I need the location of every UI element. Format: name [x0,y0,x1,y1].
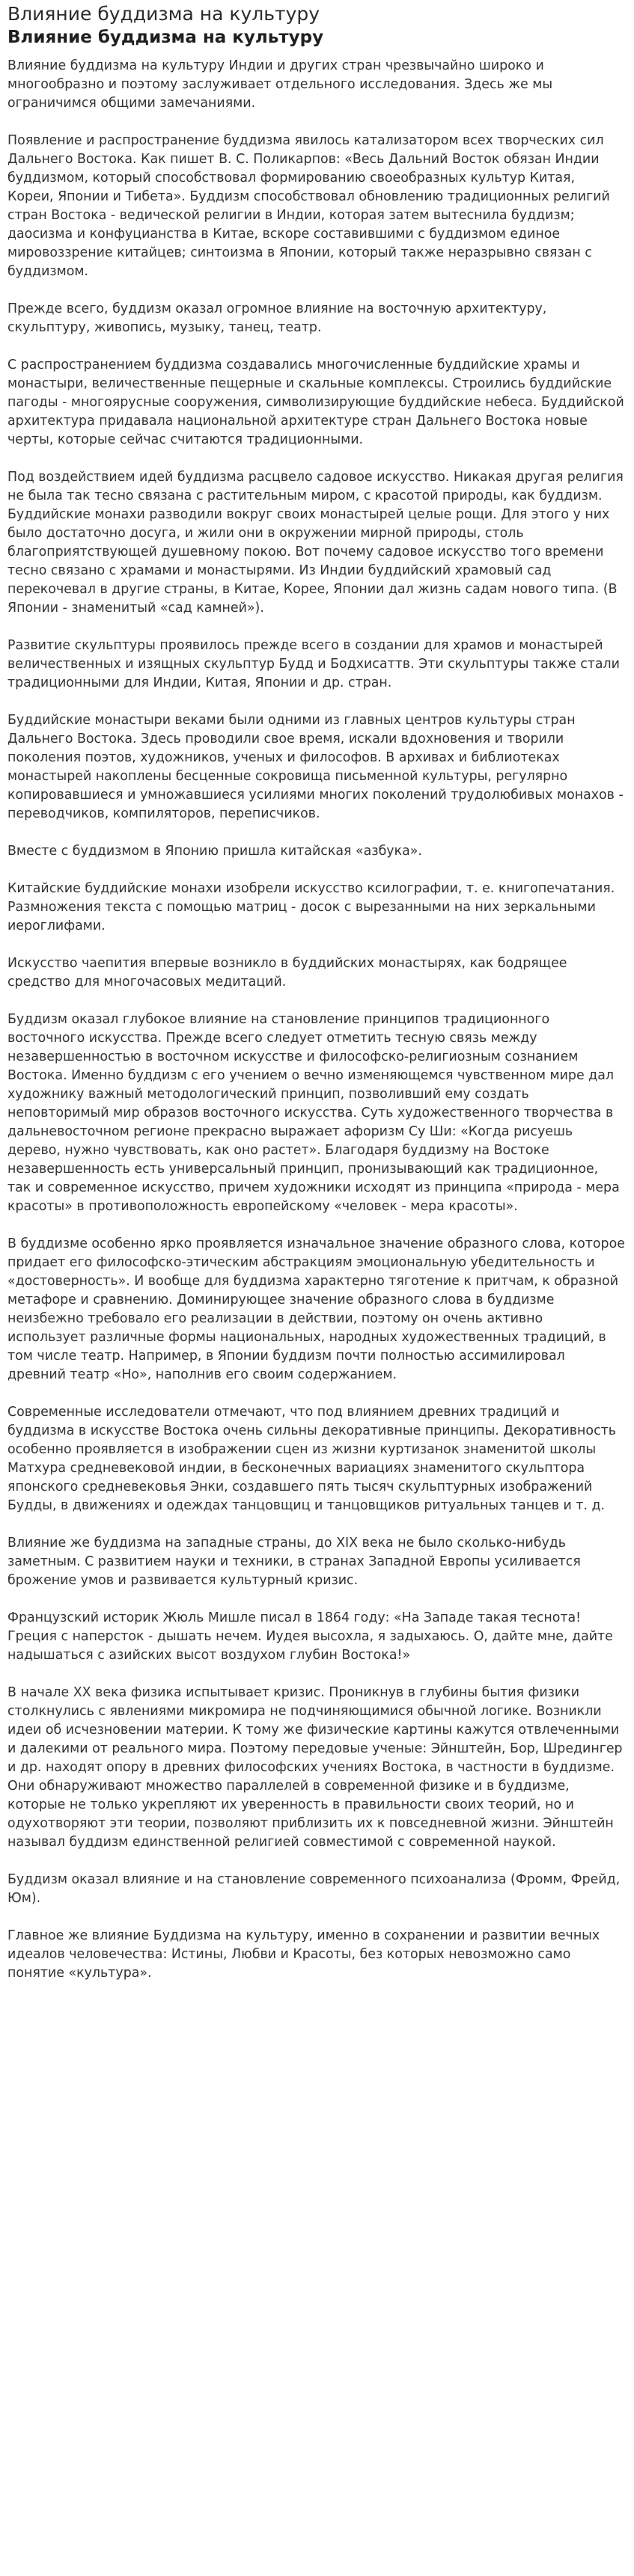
article-paragraph: Французский историк Жюль Мишле писал в 1864 году: «На Западе такая теснота! Греция с наперсток - дышать нечем. Иудея высохла, я задыхаюсь. О, дайте мне, дайте надышаться с азийских высот воздухом глубин Востока!» [7,1610,613,1663]
article-heading: Влияние буддизма на культуру [7,28,324,47]
article-paragraph: Развитие скульптуры проявилось прежде всего в создании для храмов и монастырей величественных и изящных скульптур Будд и Бодхисаттв. Эти скульптуры также стали традиционными для Индии, Китая, Японии и др. стран. [7,638,620,690]
article-paragraph: В буддизме особенно ярко проявляется изначальное значение образного слова, которое придает его философско-этическим абстракциям эмоциональную убедительность и «достоверность». И вообще для буддизма характерно тяготение к притчам, к образной метафоре и сравнению. Доминирующее значение образного слова в буддизме неизбежно требовало его реализации в действии, поэтому он очень активно использует различные формы национальных, народных художественных традиций, в том числе театр. Например, в Японии буддизм почти полностью ассимилировал древний театр «Но», наполнив его своим содержанием. [7,1236,625,1382]
page-title: Влияние буддизма на культуру [7,3,320,25]
article-paragraph: Появление и распространение буддизма явилось катализатором всех творческих сил Дальнего Востока. Как пишет В. С. Поликарпов: «Весь Дальний Восток обязан Индии буддизмом, который способствовал формированию своеобразных культур Китая, Кореи, Японии и Тибета». Буддизм способствовал обновлению традиционных религий стран Востока - ведической религии в Индии, которая затем вытеснила буддизм; даосизма и конфуцианства в Китае, вскоре составившими с буддизмом единое мировоззрение китайцев; синтоизма в Японии, который также неразрывно связан с буддизмом. [7,133,610,279]
article-paragraph: Современные исследователи отмечают, что под влиянием древних традиций и буддизма в искусстве Востока очень сильны декоративные принципы. Декоративность особенно проявляется в изображении сцен из жизни куртизанок знаменитой школы Матхура средневековой индии, в бесконечных вариациях знаменитого скульптора японского средневековья Энки, создавшего пять тысяч скульптурных изображений Будды, в движениях и одеждах танцовщиц и танцовщиков ритуальных танцев и т. д. [7,1405,617,1513]
article-paragraph: С распространением буддизма создавались многочисленные буддийские храмы и монастыри, величественные пещерные и скальные комплексы. Строились буддийские пагоды - многоярусные сооружения, символизирующие буддийские небеса. Буддийской архитектура придавала национальной архитектуре стран Дальнего Востока новые черты, которые сейчас считаются традиционными. [7,358,624,447]
article-paragraph: Буддизм оказал глубокое влияние на становление принципов традиционного восточного искусства. Прежде всего следует отметить тесную связь между незавершенностью в восточном искусстве и философско-религиозным сознанием Востока. Именно буддизм с его учением о вечно изменяющемся чувственном мире дал художнику важный методологический принцип, позволивший ему создать неповторимый мир образов восточного искусства. Суть художественного творчества в дальневосточном регионе прекрасно выражает афоризм Су Ши: «Когда рисуешь дерево, нужно чувствовать, как оно растет». Благодаря буддизму на Востоке незавершенность есть универсальный принцип, пронизывающий как традиционное, так и современное искусство, причем художники исходят из принципа «природа - мера красоты» в противоположность европейскому «человек - мера красоты». [7,1012,620,1214]
article-paragraph: Буддийские монастыри веками были одними из главных центров культуры стран Дальнего Востока. Здесь проводили свое время, искали вдохновения и творили поколения поэтов, художников, ученых и философов. В архивах и библиотеках монастырей накоплены бесценные сокровища письменной культуры, регулярно копировавшиеся и умножавшиеся усилиями многих поколений трудолюбивых монахов - переводчиков, компиляторов, переписчиков. [7,713,624,821]
article-body [7,57,625,1983]
article-paragraph: Буддизм оказал влияние и на становление современного психоанализа (Фромм, Фрейд, Юм). [7,1872,621,1906]
article-paragraph: Искусство чаепития впервые возникло в буддийских монастырях, как бодрящее средство для многочасовых медитаций. [7,956,567,990]
article-paragraph: Прежде всего, буддизм оказал огромное влияние на восточную архитектуру, скульптуру, живопись, музыку, танец, театр. [7,301,547,335]
article-paragraph: Главное же влияние Буддизма на культуру, именно в сохранении и развитии вечных идеалов человечества: Истины, Любви и Красоты, без которых невозможно само понятие «культура». [7,1928,600,1981]
article-paragraph: Вместе с буддизмом в Японию пришла китайская «азбука». [7,844,422,859]
article-paragraph: Китайские буддийские монахи изобрели искусство ксилографии, т. е. книгопечатания. Размножения текста с помощью матриц - досок с вырезанными на них зеркальными иероглифами. [7,881,615,933]
article-paragraph: Под воздействием идей буддизма расцвело садовое искусство. Никакая другая религия не была так тесно связана с растительным миром, с красотой природы, как буддизм. Буддийские монахи разводили вокруг своих монастырей целые рощи. Для этого у них было достаточно досуга, и жили они в окружении мирной природы, столь благоприятствующей душевному покою. Вот почему садовое искусство того времени тесно связано с храмами и монастырями. Из Индии буддийский храмовый сад перекочевал в другие страны, в Китае, Корее, Японии дал жизнь садам нового типа. (В Японии - знаменитый «сад камней»). [7,470,624,616]
article-paragraph: В начале XX века физика испытывает кризис. Проникнув в глубины бытия физики столкнулись с явлениями микромира не подчиняющимися обычной логике. Возникли идеи об исчезновении материи. К тому же физические картины кажутся отвлеченными и далекими от реального мира. Поэтому передовые ученые: Эйнштейн, Бор, Шредингер и др. находят опору в древних философских учениях Востока, в частности в буддизме. Они обнаруживают множество параллелей в современной физике и в буддизме, которые не только укрепляют их уверенность в правильности своих теорий, но и одухотворяют эти теории, позволяют приблизить их к повседневной жизни. Эйнштейн называл буддизм единственной религией совместимой с современной наукой. [7,1685,623,1850]
article-paragraph: Влияние буддизма на культуру Индии и других стран чрезвычайно широко и многообразно и поэтому заслуживает отдельного исследования. Здесь же мы ограничимся общими замечаниями. [7,58,553,111]
article-paragraph: Влияние же буддизма на западные страны, до XIX века не было сколько-нибудь заметным. С развитием науки и техники, в странах Западной Европы усиливается брожение умов и развивается культурный кризис. [7,1536,581,1588]
